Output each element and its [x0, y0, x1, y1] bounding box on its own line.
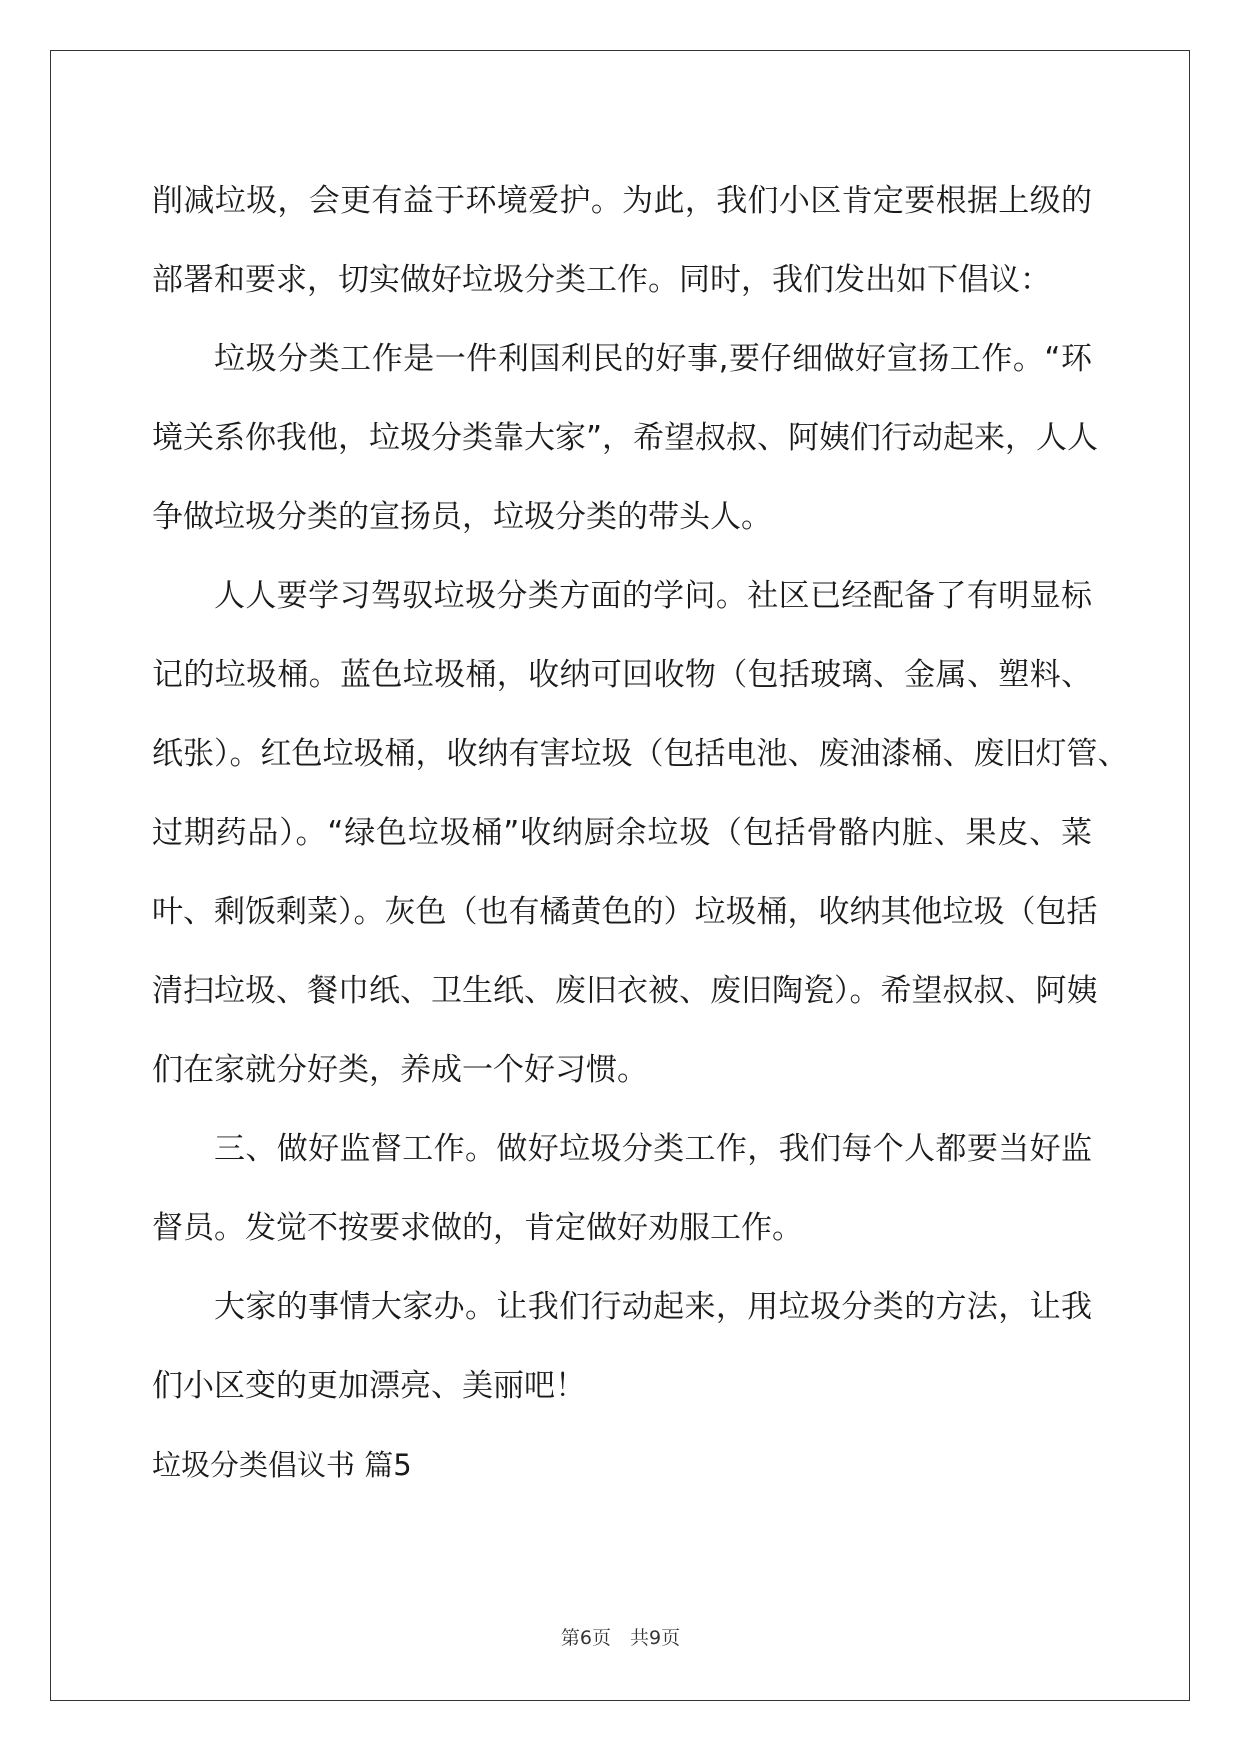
document-body — [152, 162, 1129, 1505]
text-line: 大家的事情大家办。让我们行动起来，用垃圾分类的方法，让我 — [214, 1289, 1092, 1325]
text-line: 垃圾分类工作是一件利国利民的好事,要仔细做好宣扬工作。“环 — [214, 341, 1092, 377]
text-line: 争做垃圾分类的宣扬员，垃圾分类的带头人。 — [152, 499, 772, 535]
text-line: 督员。发觉不按要求做的，肯定做好劝服工作。 — [152, 1210, 803, 1246]
text-line: 记的垃圾桶。蓝色垃圾桶，收纳可回收物（包括玻璃、金属、塑料、 — [152, 657, 1092, 693]
section-heading: 垃圾分类倡议书 篇5 — [152, 1448, 412, 1482]
text-line: 削减垃圾，会更有益于环境爱护。为此，我们小区肯定要根据上级的 — [152, 183, 1092, 219]
text-line: 过期药品）。“绿色垃圾桶”收纳厨余垃圾（包括骨骼内脏、果皮、菜 — [152, 815, 1092, 851]
text-line: 清扫垃圾、餐巾纸、卫生纸、废旧衣被、废旧陶瓷）。希望叔叔、阿姨 — [152, 973, 1098, 1009]
text-line: 境关系你我他，垃圾分类靠大家”，希望叔叔、阿姨们行动起来，人人 — [152, 420, 1099, 456]
paragraph-lines — [152, 162, 1129, 1426]
text-line: 部署和要求，切实做好垃圾分类工作。同时，我们发出如下倡议： — [152, 262, 1051, 298]
page-footer: 第6页 共9页 — [560, 1627, 681, 1649]
text-line: 人人要学习驾驭垃圾分类方面的学问。社区已经配备了有明显标 — [214, 578, 1092, 614]
text-line: 们在家就分好类，养成一个好习惯。 — [152, 1052, 648, 1088]
text-line: 叶、剩饭剩菜）。灰色（也有橘黄色的）垃圾桶，收纳其他垃圾（包括 — [152, 894, 1098, 930]
text-line: 三、做好监督工作。做好垃圾分类工作，我们每个人都要当好监 — [214, 1131, 1092, 1167]
text-line: 纸张）。红色垃圾桶，收纳有害垃圾（包括电池、废油漆桶、废旧灯管、 — [152, 736, 1129, 772]
text-line: 们小区变的更加漂亮、美丽吧！ — [152, 1368, 586, 1404]
